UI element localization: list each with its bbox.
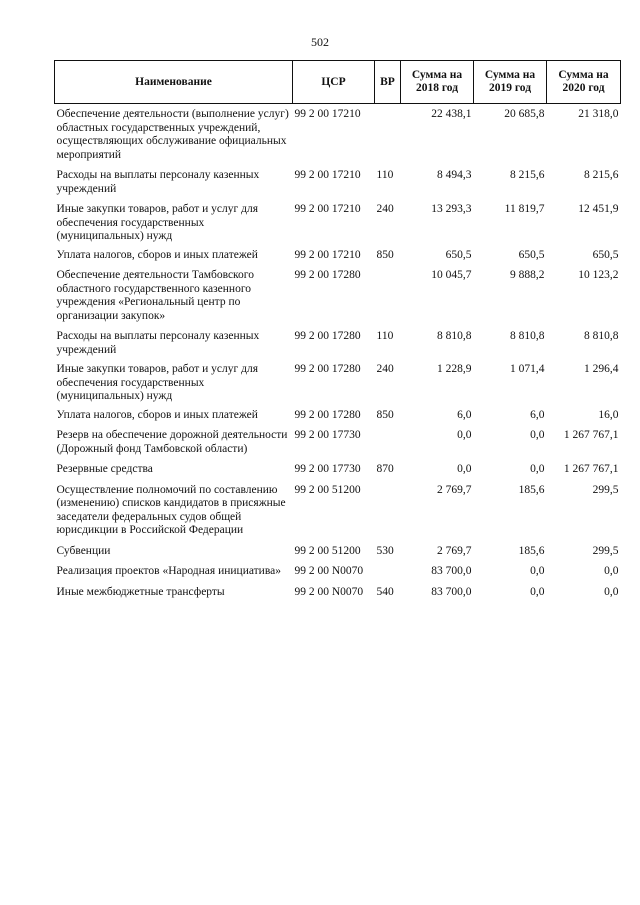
cell-sum-2020: 650,5 <box>592 248 619 261</box>
cell-sum-2020: 299,5 <box>592 483 619 496</box>
table-row <box>55 540 621 561</box>
cell-sum-2019: 0,0 <box>530 565 545 577</box>
cell-csr: 99 2 00 17210 <box>294 169 361 181</box>
cell-name: Резервные средства <box>56 463 153 475</box>
cell-csr: 99 2 00 N0070 <box>294 585 364 598</box>
cell-sum-2019: 8 215,6 <box>510 169 545 181</box>
cell-vr: 540 <box>376 585 394 598</box>
table-row <box>55 560 621 581</box>
cell-csr: 99 2 00 17210 <box>294 108 361 120</box>
cell-name: Обеспечение деятельности (выполнение услуг) областных государственных учреждений, осуществляющих обслуживание официальных мероприятий <box>56 108 289 161</box>
cell-sum-2020: 1 267 767,1 <box>563 429 619 441</box>
table-body <box>55 104 621 602</box>
table-row <box>55 458 621 479</box>
cell-csr: 99 2 00 17280 <box>294 330 361 342</box>
column-header-2019: Сумма на 2019 год <box>474 61 547 104</box>
cell-sum-2020: 0,0 <box>604 585 619 598</box>
table-row <box>55 325 621 359</box>
cell-name: Обеспечение деятельности Тамбовского областного государственного казенного учреждения «Региональный центр по организации закупок» <box>56 269 254 322</box>
cell-sum-2020: 16,0 <box>598 408 619 421</box>
cell-sum-2020: 21 318,0 <box>578 108 619 120</box>
cell-csr: 99 2 00 17210 <box>294 203 361 215</box>
cell-csr: 99 2 00 17280 <box>294 269 361 281</box>
cell-vr: 850 <box>376 408 394 421</box>
cell-vr: 110 <box>376 169 394 181</box>
cell-vr <box>375 560 401 581</box>
cell-vr <box>375 104 401 165</box>
cell-vr: 850 <box>376 248 394 261</box>
cell-vr: 110 <box>376 330 394 342</box>
table-row <box>55 198 621 246</box>
cell-sum-2018: 83 700,0 <box>431 585 472 598</box>
cell-name: Расходы на выплаты персоналу казенных учреждений <box>56 169 260 195</box>
cell-sum-2018: 13 293,3 <box>431 203 472 215</box>
cell-sum-2018: 10 045,7 <box>431 269 472 281</box>
cell-name: Субвенции <box>56 544 111 557</box>
cell-csr: 99 2 00 51200 <box>294 483 361 496</box>
cell-sum-2019: 6,0 <box>530 408 545 421</box>
cell-sum-2018: 22 438,1 <box>431 108 472 120</box>
cell-sum-2019: 1 071,4 <box>510 363 545 375</box>
cell-sum-2020: 10 123,2 <box>578 269 619 281</box>
cell-vr: 240 <box>376 363 394 375</box>
table-row <box>55 359 621 406</box>
cell-csr: 99 2 00 51200 <box>294 544 361 557</box>
cell-sum-2019: 650,5 <box>518 248 545 261</box>
cell-sum-2020: 8 215,6 <box>584 169 619 181</box>
cell-sum-2018: 8 494,3 <box>437 169 472 181</box>
cell-name: Осуществление полномочий по составлению (изменению) списков кандидатов в присяжные заседатели федеральных судов общей юрисдикции в Российской Федерации <box>56 483 286 536</box>
cell-sum-2019: 9 888,2 <box>510 269 545 281</box>
cell-vr: 240 <box>376 203 394 215</box>
cell-vr: 530 <box>376 544 394 557</box>
cell-vr <box>375 424 401 458</box>
cell-csr: 99 2 00 17280 <box>294 363 361 375</box>
cell-sum-2020: 1 267 767,1 <box>563 463 619 475</box>
budget-table <box>54 60 621 601</box>
cell-sum-2018: 1 228,9 <box>437 363 472 375</box>
column-header-vr: ВР <box>375 61 401 104</box>
cell-sum-2019: 0,0 <box>530 463 545 475</box>
cell-csr: 99 2 00 17730 <box>294 463 361 475</box>
cell-sum-2019: 0,0 <box>530 429 545 441</box>
cell-sum-2018: 83 700,0 <box>431 565 472 577</box>
table-row <box>55 164 621 198</box>
column-header-csr: ЦСР <box>293 61 375 104</box>
cell-csr: 99 2 00 17280 <box>294 408 361 421</box>
cell-vr <box>375 479 401 540</box>
cell-vr: 870 <box>376 463 394 475</box>
cell-sum-2019: 0,0 <box>530 585 545 598</box>
table-header <box>55 61 621 104</box>
cell-sum-2020: 8 810,8 <box>584 330 619 342</box>
cell-sum-2020: 0,0 <box>604 565 619 577</box>
cell-sum-2019: 20 685,8 <box>504 108 545 120</box>
table-row <box>55 104 621 165</box>
cell-sum-2018: 650,5 <box>445 248 472 261</box>
cell-sum-2020: 12 451,9 <box>578 203 619 215</box>
cell-sum-2018: 0,0 <box>457 429 472 441</box>
table-row <box>55 246 621 265</box>
cell-vr <box>375 264 401 325</box>
cell-csr: 99 2 00 17210 <box>294 248 361 261</box>
cell-name: Резерв на обеспечение дорожной деятельности (Дорожный фонд Тамбовской области) <box>56 429 288 455</box>
cell-csr: 99 2 00 N0070 <box>294 565 364 577</box>
cell-name: Уплата налогов, сборов и иных платежей <box>56 248 258 261</box>
page-number: 502 <box>311 35 329 49</box>
cell-name: Иные закупки товаров, работ и услуг для обеспечения государственных (муниципальных) нужд <box>56 203 258 242</box>
cell-sum-2018: 2 769,7 <box>437 483 472 496</box>
cell-sum-2018: 2 769,7 <box>437 544 472 557</box>
cell-sum-2018: 8 810,8 <box>437 330 472 342</box>
cell-sum-2018: 0,0 <box>457 463 472 475</box>
table-row <box>55 581 621 602</box>
table-row <box>55 424 621 458</box>
cell-sum-2018: 6,0 <box>457 408 472 421</box>
cell-sum-2019: 8 810,8 <box>510 330 545 342</box>
cell-sum-2020: 299,5 <box>592 544 619 557</box>
cell-name: Уплата налогов, сборов и иных платежей <box>56 408 258 421</box>
header-row <box>55 61 621 104</box>
cell-csr: 99 2 00 17730 <box>294 429 361 441</box>
cell-sum-2020: 1 296,4 <box>584 363 619 375</box>
cell-name: Иные межбюджетные трансферты <box>56 585 225 598</box>
cell-name: Расходы на выплаты персоналу казенных учреждений <box>56 330 260 356</box>
column-header-2020: Сумма на 2020 год <box>547 61 621 104</box>
cell-sum-2019: 185,6 <box>518 544 545 557</box>
cell-name: Иные закупки товаров, работ и услуг для обеспечения государственных (муниципальных) нужд <box>56 363 258 402</box>
cell-sum-2019: 11 819,7 <box>504 203 545 215</box>
column-header-2018: Сумма на 2018 год <box>401 61 474 104</box>
column-header-name: Наименование <box>55 61 293 104</box>
cell-sum-2019: 185,6 <box>518 483 545 496</box>
table-row <box>55 264 621 325</box>
cell-name: Реализация проектов «Народная инициатива» <box>56 565 281 577</box>
table-row <box>55 479 621 540</box>
table-row <box>55 406 621 425</box>
